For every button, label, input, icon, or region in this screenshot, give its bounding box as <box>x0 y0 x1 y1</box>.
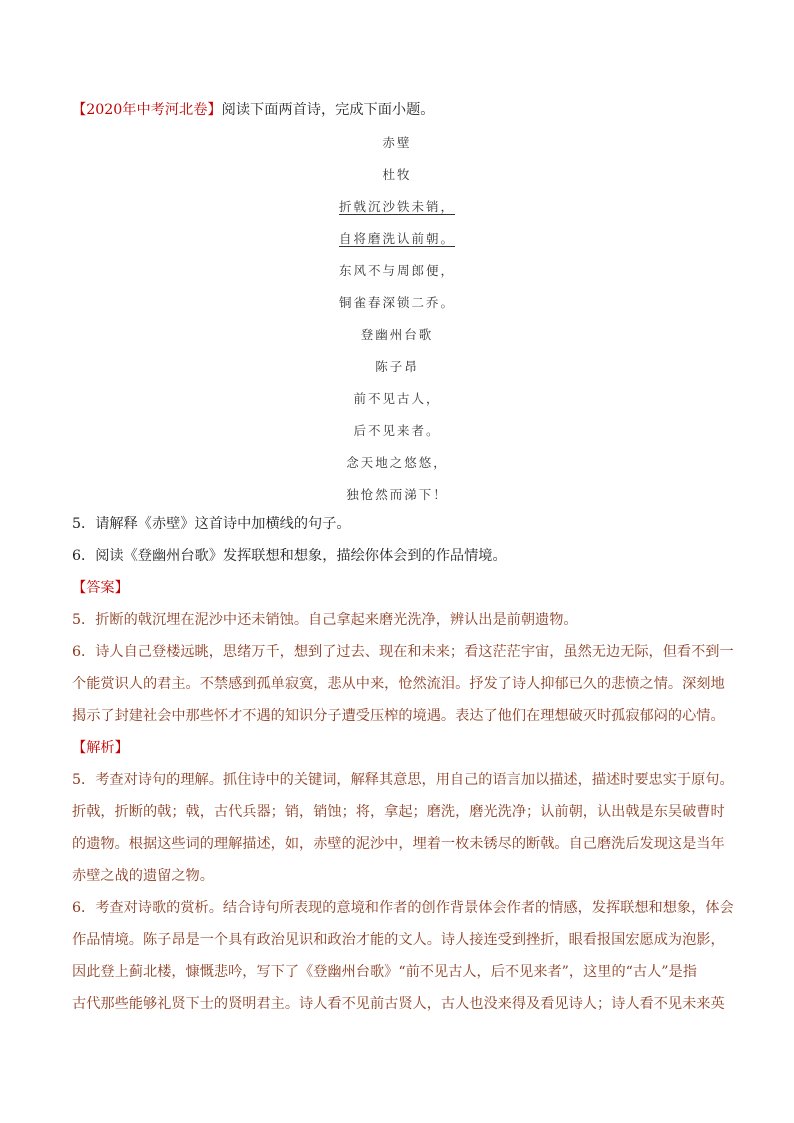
analysis-line: 作品情境。陈子昂是一个具有政治见识和政治才能的文人。诗人接连受到挫折，眼看报国宏愿成为泡影， <box>72 932 725 948</box>
question-intro <box>72 100 434 120</box>
analysis-line: 折戟，折断的戟；戟，古代兵器；销，销蚀；将，拿起；磨洗，磨光洗净；认前朝，认出戟是东吴破曹时 <box>72 804 725 820</box>
question-5: 5．请解释《赤壁》这首诗中加横线的句子。 <box>72 516 351 532</box>
poem2-line-3: 念天地之悠悠， <box>346 455 448 470</box>
answer-line: 6．诗人自己登楼远眺，思绪万千，想到了过去、现在和未来；看这茫茫宇宙，虽然无边无际，但看不到一 <box>72 644 734 660</box>
analysis-line: 的遗物。根据这些词的理解描述，如，赤壁的泥沙中，埋着一枚未锈尽的断戟。自己磨洗后发现这是当年 <box>72 836 725 852</box>
underlined-line: 折戟沉沙铁未销， <box>338 199 455 214</box>
answer-line: 个能赏识人的君主。不禁感到孤单寂寞，悲从中来，怆然流泪。抒发了诗人抑郁已久的悲愤之情。深刻地 <box>72 676 725 692</box>
analysis-line: 赤壁之战的遗留之物。 <box>72 868 214 884</box>
poem1-author: 杜牧 <box>382 167 412 182</box>
poem2-line-2: 后不见来者。 <box>353 423 441 438</box>
poem2-line-4: 独怆然而涕下！ <box>346 487 448 502</box>
poem1-line-3: 东风不与周郎便， <box>338 263 455 278</box>
source-bracket-open: 【 <box>72 102 87 118</box>
analysis-line: 5．考查对诗句的理解。抓住诗中的关键词，解释其意思，用自己的语言加以描述，描述时要忠实于原句。 <box>72 772 734 788</box>
exam-source: 2020年中考河北卷 <box>86 102 208 118</box>
poem1-line-2 <box>0 230 794 248</box>
answer-line: 揭示了封建社会中那些怀才不遇的知识分子遭受压榨的境遇。表达了他们在理想破灭时孤寂郁闷的心情。 <box>72 708 725 724</box>
analysis-line: 因此登上蓟北楼，慷慨悲吟，写下了《登幽州台歌》“前不见古人，后不见来者”，这里的“古人”是指 <box>72 964 697 980</box>
poem1-title: 赤壁 <box>382 135 412 150</box>
analysis-line: 6．考查对诗歌的赏析。结合诗句所表现的意境和作者的创作背景体会作者的情感，发挥联想和想象，体会 <box>72 900 734 916</box>
question-6: 6．阅读《登幽州台歌》发挥联想和想象，描绘你体会到的作品情境。 <box>72 548 507 564</box>
answer-heading: 【答案】 <box>72 580 129 596</box>
poem1-line-1 <box>0 198 794 216</box>
source-bracket-close: 】 <box>207 102 222 118</box>
underlined-line: 自将磨洗认前朝。 <box>338 231 455 246</box>
answer-line: 5．折断的戟沉埋在泥沙中还未销蚀。自己拿起来磨光洗净，辨认出是前朝遗物。 <box>72 612 578 628</box>
poem2-author: 陈子昂 <box>375 359 419 374</box>
poem2-line-1: 前不见古人， <box>353 391 441 406</box>
poem2-title: 登幽州台歌 <box>360 327 434 342</box>
analysis-line: 古代那些能够礼贤下士的贤明君主。诗人看不见前古贤人，古人也没来得及看见诗人；诗人看不见未来英 <box>72 996 725 1012</box>
instruction-text: 阅读下面两首诗，完成下面小题。 <box>221 102 435 118</box>
poem1-line-4: 铜雀春深锁二乔。 <box>338 295 455 310</box>
analysis-heading: 【解析】 <box>72 740 129 756</box>
